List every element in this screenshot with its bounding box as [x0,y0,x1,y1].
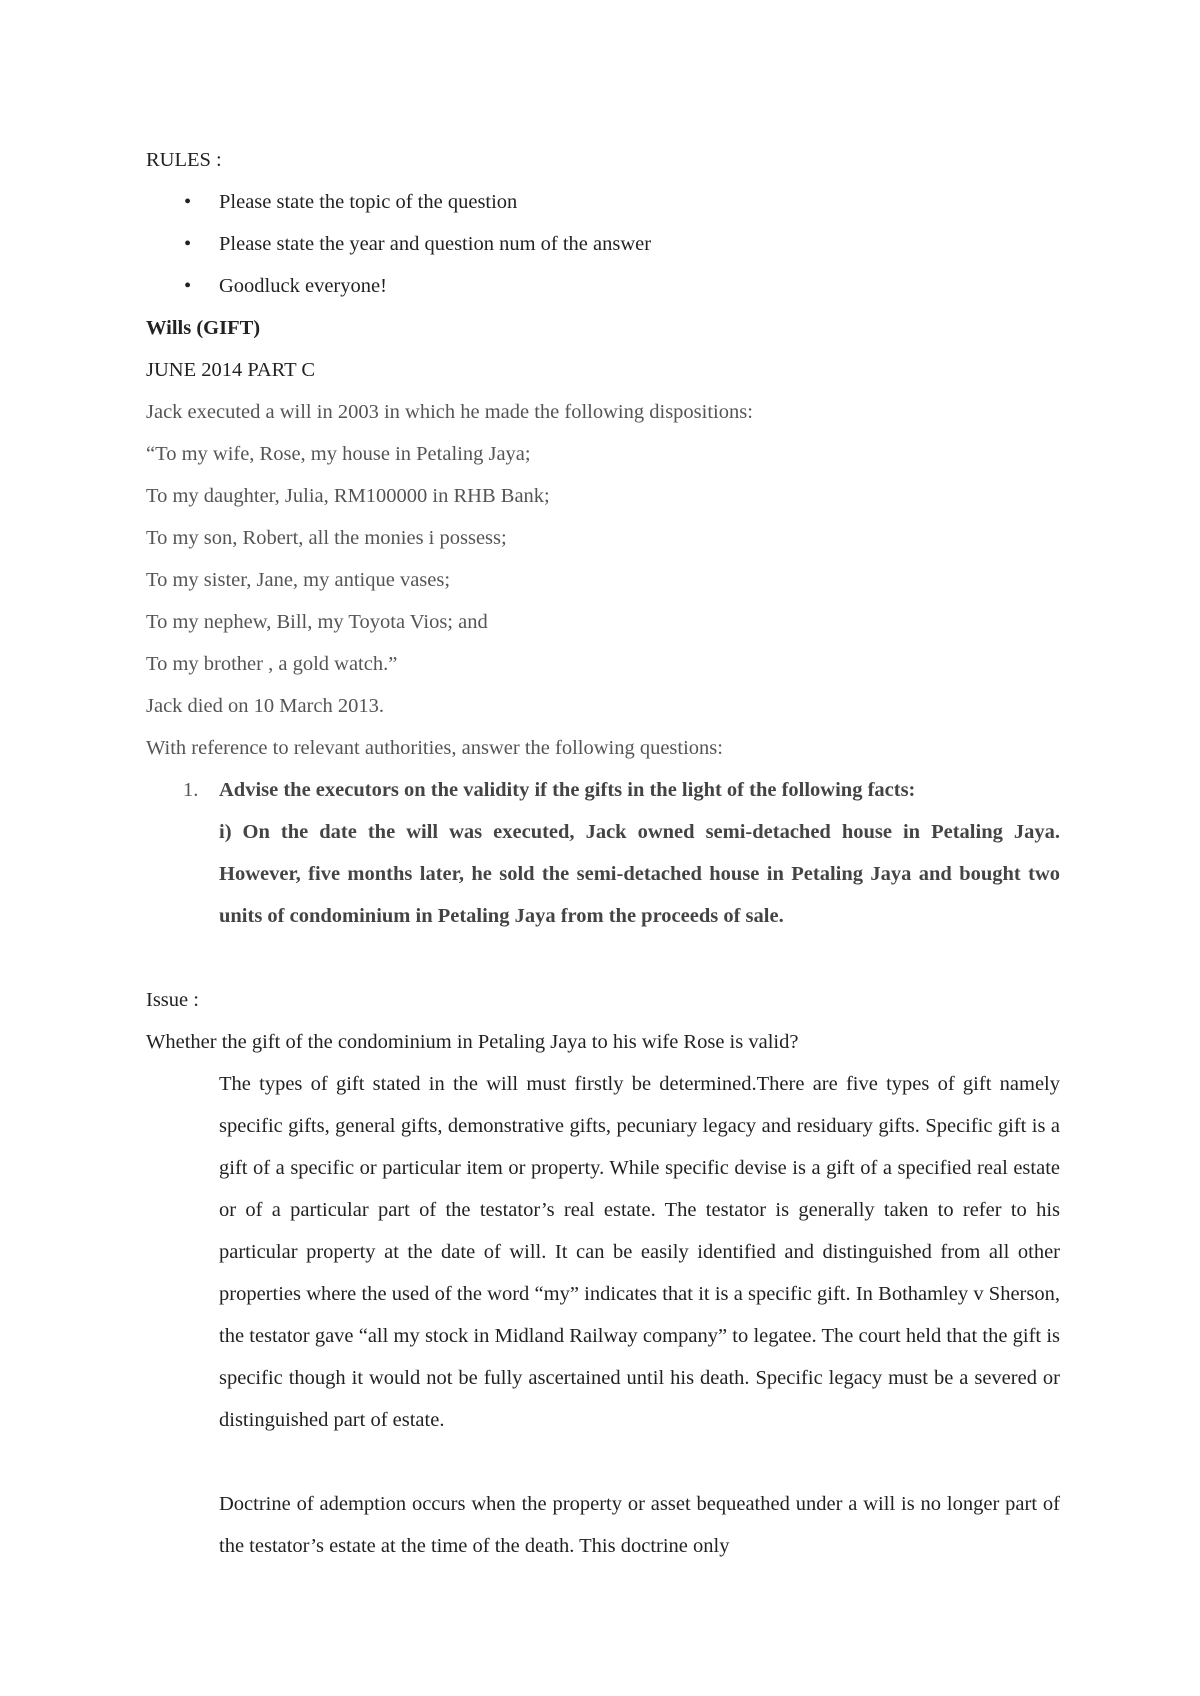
death-date: Jack died on 10 March 2013. [146,695,384,717]
bullet-icon: • [184,275,192,297]
question-number: 1. [183,779,199,801]
paper-heading: JUNE 2014 PART C [146,359,316,381]
bullet-icon: • [184,191,192,213]
rules-heading: RULES : [146,149,222,171]
issue-label: Issue : [146,989,199,1011]
disposition-line: “To my wife, Rose, my house in Petaling Jaya; [146,443,531,465]
question-instruction: With reference to relevant authorities, answer the following questions: [146,737,723,759]
answer-paragraph: The types of gift stated in the will must firstly be determined.There are five types of gift namely specific gifts, general gifts, demonstrative gifts, pecuniary legacy and residuary gifts. Specific gift is a gift of a specific or particular item or property. While specific devise is a gift of a specified real estate or of a particular part of the testator’s real estate. The testator is generally taken to refer to his particular property at the date of will. It can be easily identified and distinguished from all other properties where the used of the word “my” indicates that it is a specific gift. In Bothamley v Sherson, the testator gave “all my stock in Midland Railway company” to legatee. The court held that the gift is specific though it would not be fully ascertained until his death. Specific legacy must be a severed or distinguished part of estate. [219,1073,1060,1431]
rules-item-text: Please state the topic of the question [219,191,518,213]
bullet-icon: • [184,233,192,255]
disposition-line: To my son, Robert, all the monies i possess; [146,527,507,549]
disposition-line: To my daughter, Julia, RM100000 in RHB Bank; [146,485,550,507]
question-intro: Jack executed a will in 2003 in which he made the following dispositions: [146,401,753,423]
disposition-line: To my brother , a gold watch.” [146,653,398,675]
question-text: Advise the executors on the validity if the gifts in the light of the following facts: [219,779,916,801]
disposition-line: To my nephew, Bill, my Toyota Vios; and [146,611,488,633]
topic-heading: Wills (GIFT) [146,317,261,339]
rules-item-text: Please state the year and question num of the answer [219,233,652,255]
question-fact: i) On the date the will was executed, Jack owned semi-detached house in Petaling Jaya. However, five months later, he sold the semi-detached house in Petaling Jaya and bought two units of condominium in Petaling Jaya from the proceeds of sale. [219,821,1060,927]
rules-item-text: Goodluck everyone! [219,275,387,297]
issue-statement: Whether the gift of the condominium in Petaling Jaya to his wife Rose is valid? [146,1031,799,1053]
answer-paragraph: Doctrine of ademption occurs when the property or asset bequeathed under a will is no longer part of the testator’s estate at the time of the death. This doctrine only [219,1493,1060,1557]
disposition-line: To my sister, Jane, my antique vases; [146,569,451,591]
